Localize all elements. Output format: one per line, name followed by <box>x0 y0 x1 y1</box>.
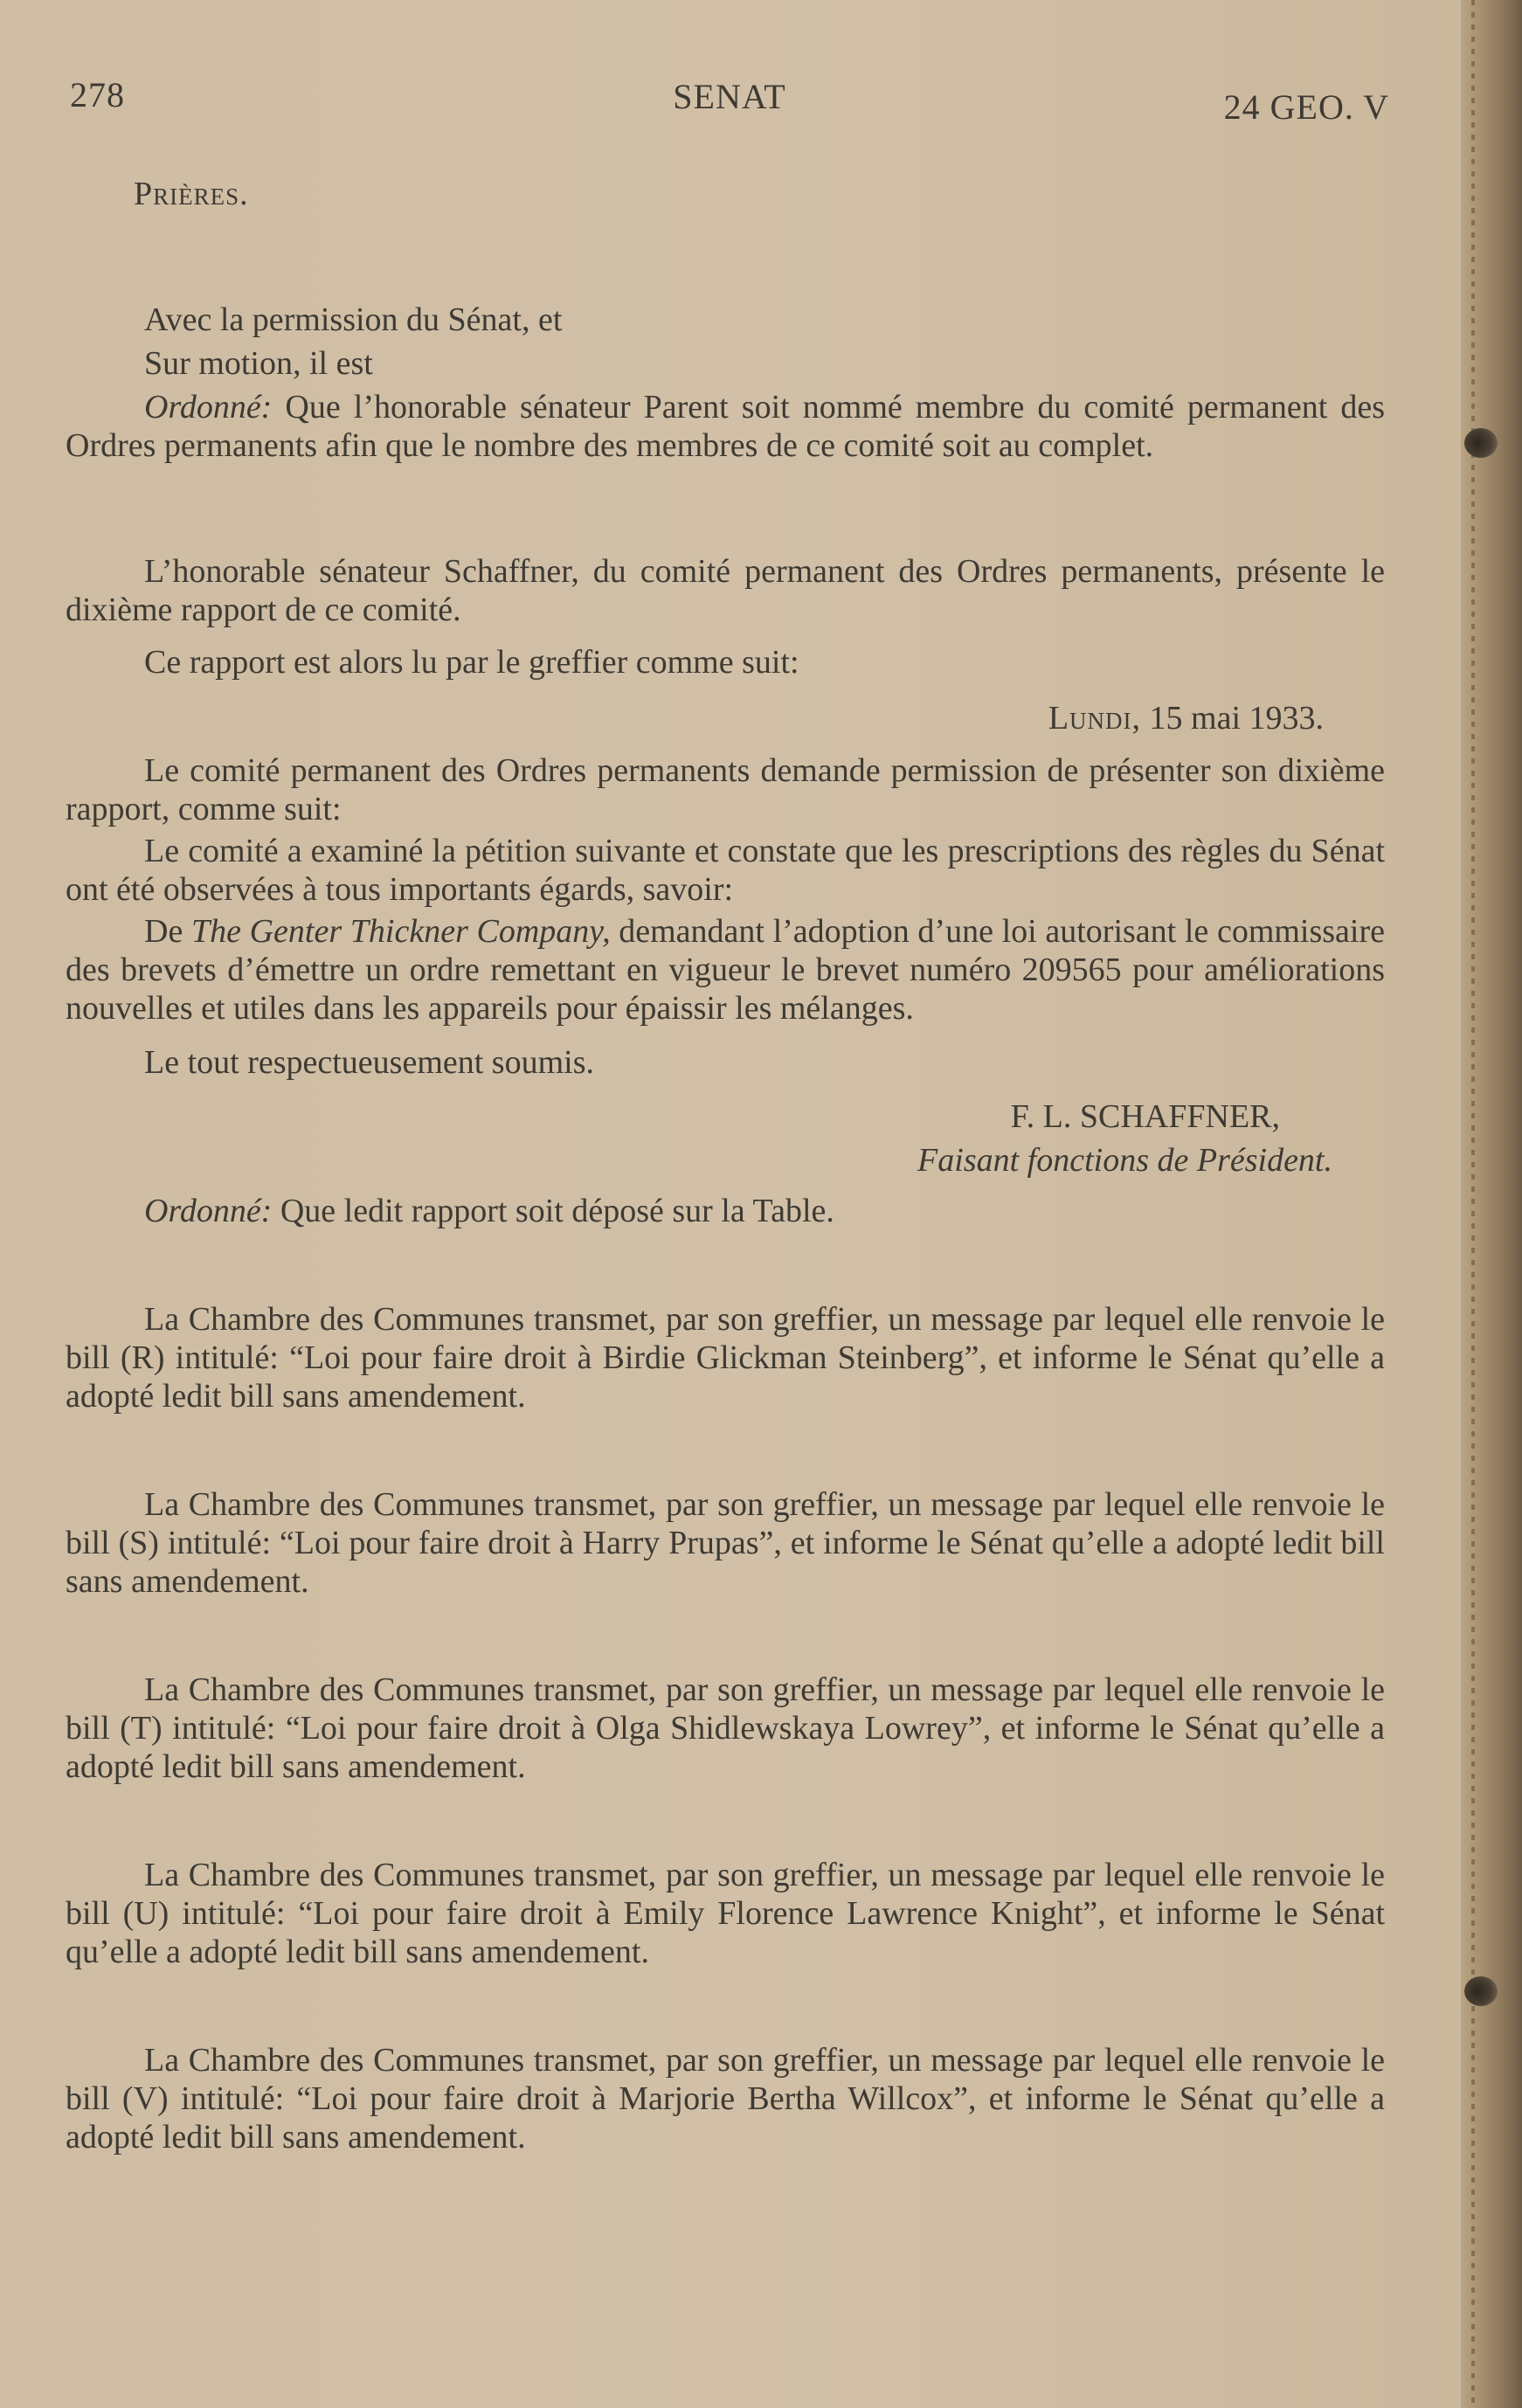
report-p3-pre: De <box>144 913 191 950</box>
report-paragraph-2: Le comité a examiné la pétition suivante et constate que les prescriptions des règles du Sénat ont été observées à tous importants égards, savoir: <box>66 833 1385 908</box>
report-date-rest: 15 mai 1933. <box>1141 700 1324 737</box>
report-p3-post: demandant l’adoption d’une loi autorisant le commissaire des brevets d’émettre un ordre remettant en vigueur le brevet numéro 209565 pour améliorations nouvelles et utiles dans les appareils pour épaissir les mélanges. <box>66 913 1386 1027</box>
page-header <box>70 74 1389 127</box>
book-binding-edge <box>1461 0 1522 2408</box>
messages-section <box>66 1300 1385 2156</box>
report-date <box>66 699 1385 737</box>
ordonne-label: Ordonné: <box>144 389 273 426</box>
ordered-label: Ordonné: <box>144 1193 273 1229</box>
report-ordered <box>66 1192 1385 1230</box>
header-title: SENAT <box>673 77 786 116</box>
ordonne-text: Que l’honorable sénateur Parent soit nommé membre du comité permanent des Ordres permanents afin que le nombre des membres de ce comité soit au complet. <box>66 389 1385 464</box>
report-read-line: Ce rapport est alors lu par le greffier comme suit: <box>144 644 799 681</box>
binding-hole-bottom <box>1464 1976 1498 2006</box>
report-paragraph-1: Le comité permanent des Ordres permanents demande permission de présenter son dixième rapport, comme suit: <box>66 752 1385 827</box>
message-paragraph: La Chambre des Communes transmet, par son greffier, un message par lequel elle renvoie le bill (R) intitulé: “Loi pour faire droit à Birdie Glickman Steinberg”, et informe le Sénat qu’elle a adopté ledit bill sans amendement. <box>66 1301 1385 1415</box>
report-section <box>66 552 1385 1230</box>
report-company-name: The Genter Thickner Company, <box>190 913 611 950</box>
page-number: 278 <box>70 75 125 114</box>
report-date-day: Lundi, <box>1048 700 1142 737</box>
page-body <box>66 175 1385 2156</box>
motion-section <box>66 301 1385 465</box>
prieres-heading: Prières. <box>134 176 249 212</box>
motion-line-1: Avec la permission du Sénat, et <box>144 301 563 338</box>
report-paragraph-3 <box>66 912 1385 1028</box>
report-closing: Le tout respectueusement soumis. <box>144 1044 594 1081</box>
message-paragraph: La Chambre des Communes transmet, par son greffier, un message par lequel elle renvoie le bill (U) intitulé: “Loi pour faire droit à Emily Florence Lawrence Knight”, et informe le Sénat qu’elle a adopté ledit bill sans amendement. <box>66 1857 1385 1970</box>
message-paragraph: La Chambre des Communes transmet, par son greffier, un message par lequel elle renvoie le bill (S) intitulé: “Loi pour faire droit à Harry Prupas”, et informe le Sénat qu’elle a adopté ledit bill sans amendement. <box>66 1486 1385 1600</box>
header-session: 24 GEO. V <box>1223 87 1389 127</box>
motion-order <box>66 388 1385 465</box>
message-paragraph: La Chambre des Communes transmet, par son greffier, un message par lequel elle renvoie le bill (V) intitulé: “Loi pour faire droit à Marjorie Bertha Willcox”, et informe le Sénat qu’elle a adopté ledit bill sans amendement. <box>66 2042 1385 2155</box>
ordered-text: Que ledit rapport soit déposé sur la Table. <box>272 1193 834 1229</box>
report-intro: L’honorable sénateur Schaffner, du comité permanent des Ordres permanents, présente le dixième rapport de ce comité. <box>66 553 1385 628</box>
signature-name: F. L. SCHAFFNER, <box>1010 1098 1280 1135</box>
message-paragraph: La Chambre des Communes transmet, par son greffier, un message par lequel elle renvoie le bill (T) intitulé: “Loi pour faire droit à Olga Shidlewskaya Lowrey”, et informe le Sénat qu’elle a adopté ledit bill sans amendement. <box>66 1671 1385 1785</box>
binding-hole-top <box>1464 428 1498 458</box>
motion-line-2: Sur motion, il est <box>144 345 373 382</box>
signature-title: Faisant fonctions de Président. <box>917 1142 1332 1179</box>
